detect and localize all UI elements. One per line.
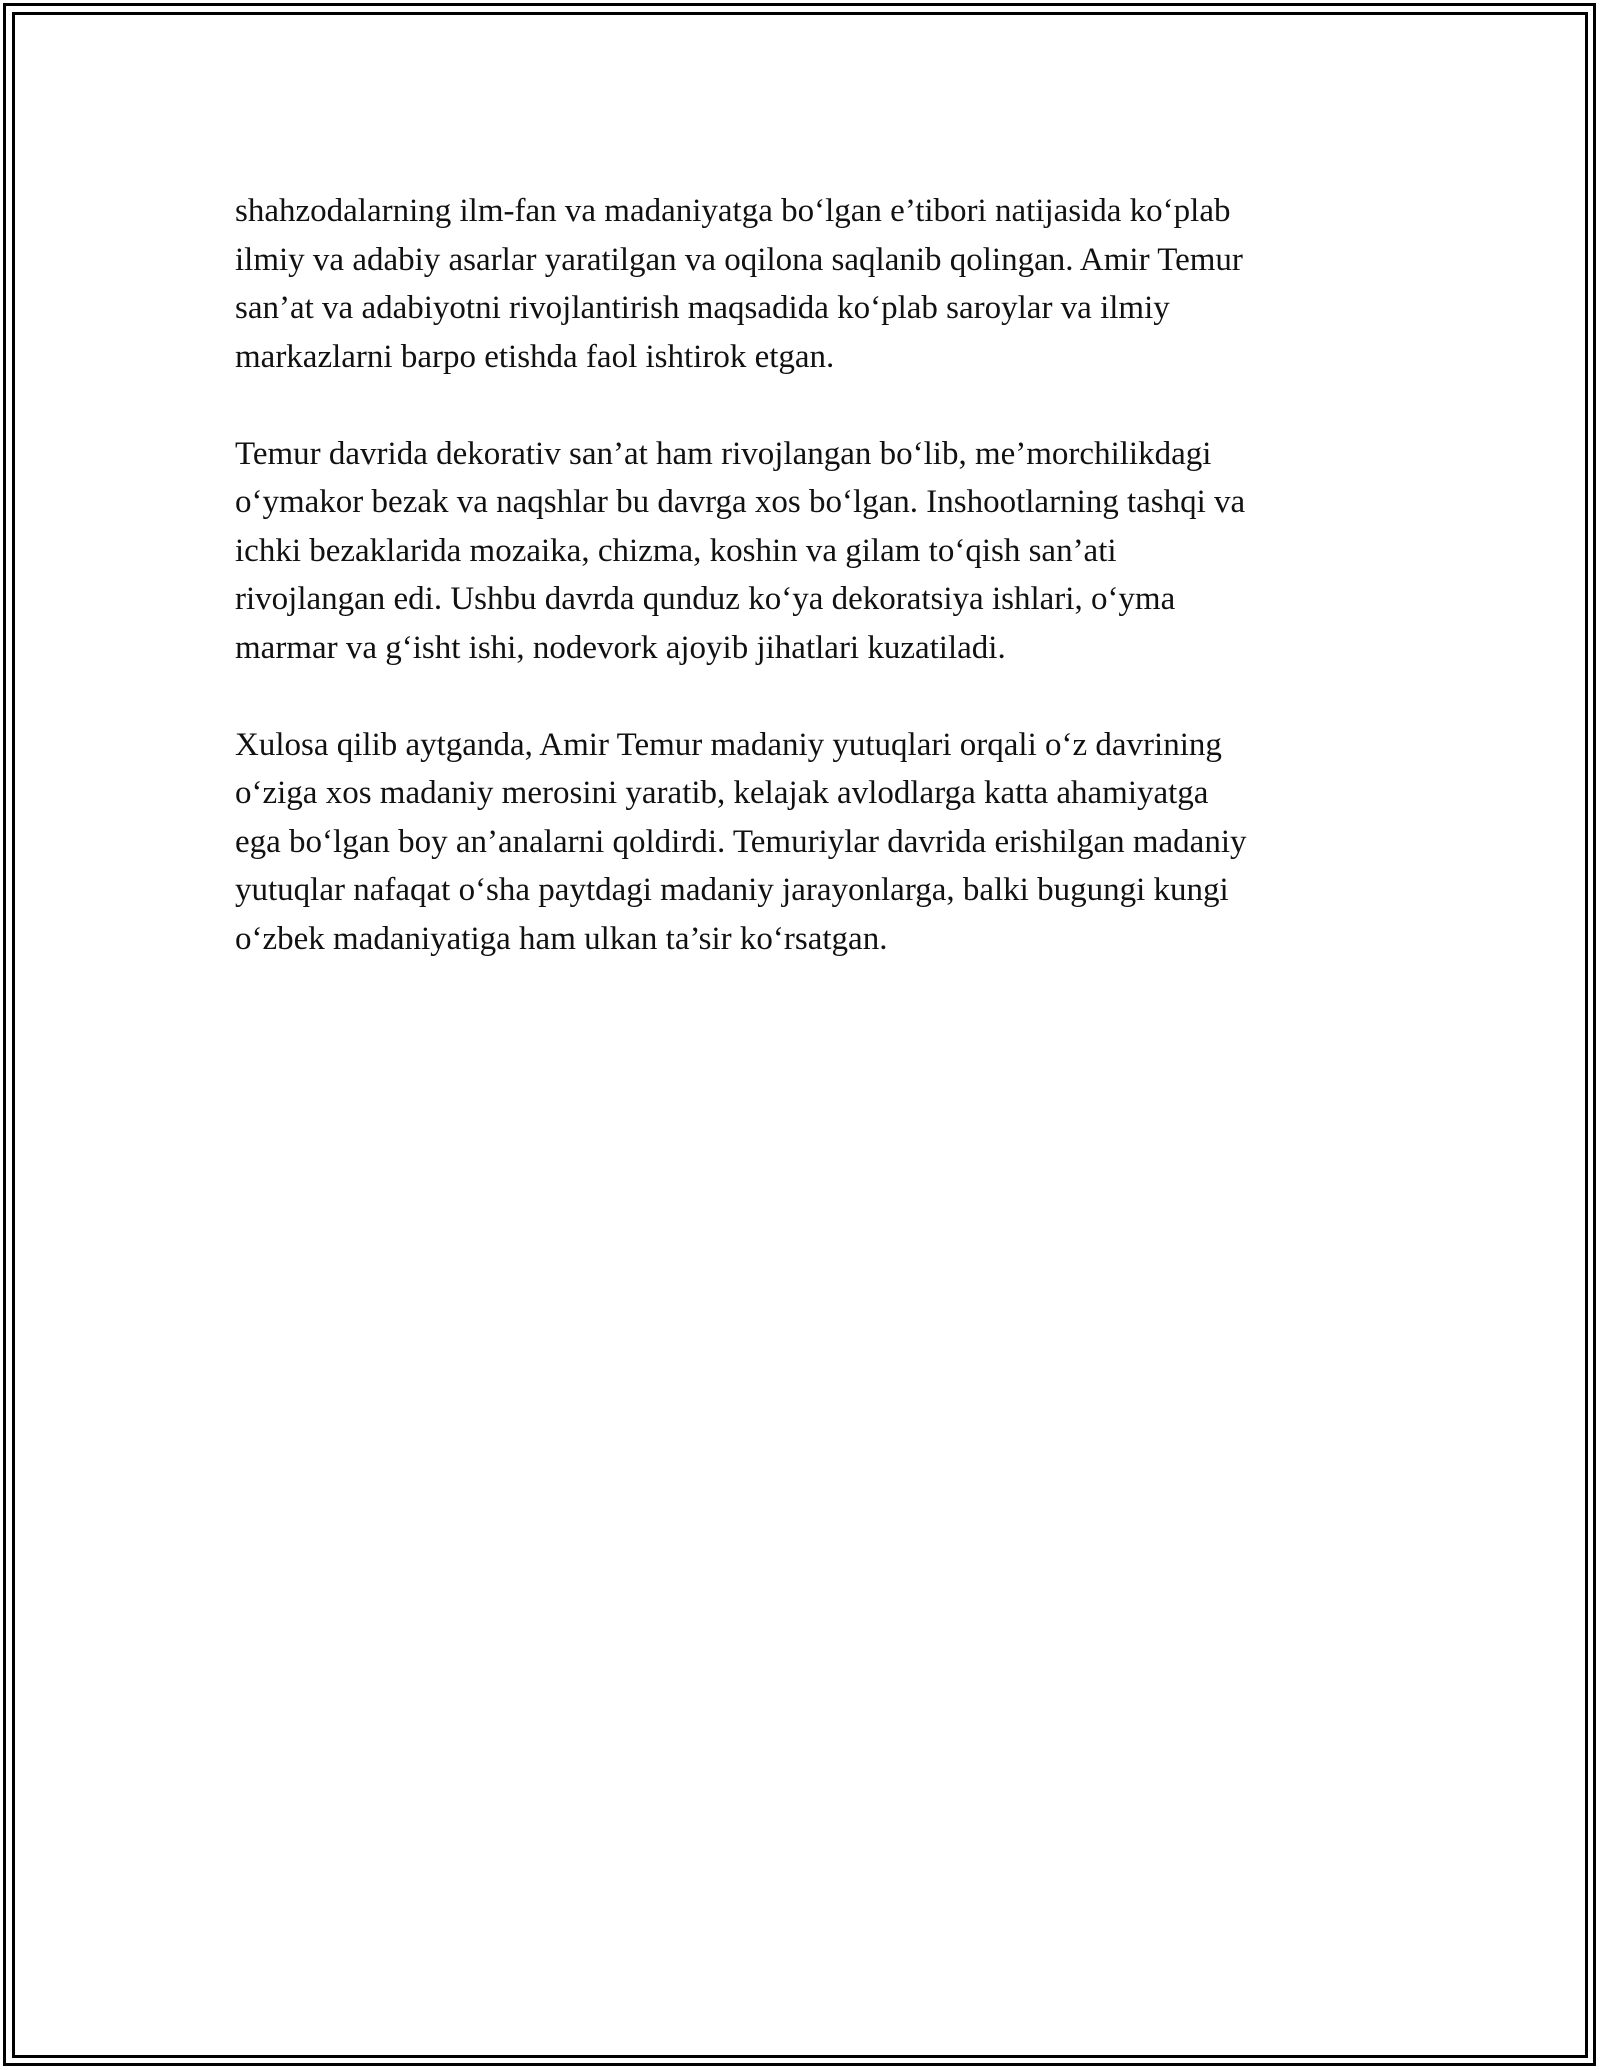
paragraph-line: rivojlangan edi. Ushbu davrda qunduz ko‘ya dekoratsiya ishlari, o‘yma xyxy=(235,581,1176,617)
paragraph-line: san’at va adabiyotni rivojlantirish maqsadida ko‘plab saroylar va ilmiy xyxy=(235,290,1170,326)
paragraph-line: ichki bezaklarida mozaika, chizma, koshin va gilam to‘qish san’ati xyxy=(235,532,1117,569)
paragraph-line: o‘ymakor bezak va naqshlar bu davrga xos bo‘lgan. Inshootlarning tashqi va xyxy=(235,484,1246,520)
paragraph-line: marmar va g‘isht ishi, nodevork ajoyib jihatlari kuzatiladi. xyxy=(235,629,1006,666)
paragraph-3 xyxy=(235,721,1375,964)
paragraph-line: Temur davrida dekorativ san’at ham rivojlangan bo‘lib, me’morchilikdagi xyxy=(235,435,1212,472)
document-body xyxy=(235,187,1375,1012)
paragraph-line: o‘ziga xos madaniy merosini yaratib, kelajak avlodlarga katta ahamiyatga xyxy=(235,775,1209,811)
paragraph-line: yutuqlar nafaqat o‘sha paytdagi madaniy jarayonlarga, balki bugungi kungi xyxy=(235,872,1229,908)
paragraph-line: ega bo‘lgan boy an’analarni qoldirdi. Temuriylar davrida erishilgan madaniy xyxy=(235,823,1247,860)
paragraph-1 xyxy=(235,187,1375,381)
paragraph-line: Xulosa qilib aytganda, Amir Temur madaniy yutuqlari orqali o‘z davrining xyxy=(235,726,1222,763)
paragraph-line: markazlarni barpo etishda faol ishtirok etgan. xyxy=(235,338,835,375)
paragraph-line: o‘zbek madaniyatiga ham ulkan ta’sir ko‘rsatgan. xyxy=(235,920,888,957)
paragraph-line: ilmiy va adabiy asarlar yaratilgan va oqilona saqlanib qolingan. Amir Temur xyxy=(235,241,1243,278)
paragraph-2 xyxy=(235,430,1375,673)
paragraph-line: shahzodalarning ilm-fan va madaniyatga bo‘lgan e’tibori natijasida ko‘plab xyxy=(235,193,1231,229)
